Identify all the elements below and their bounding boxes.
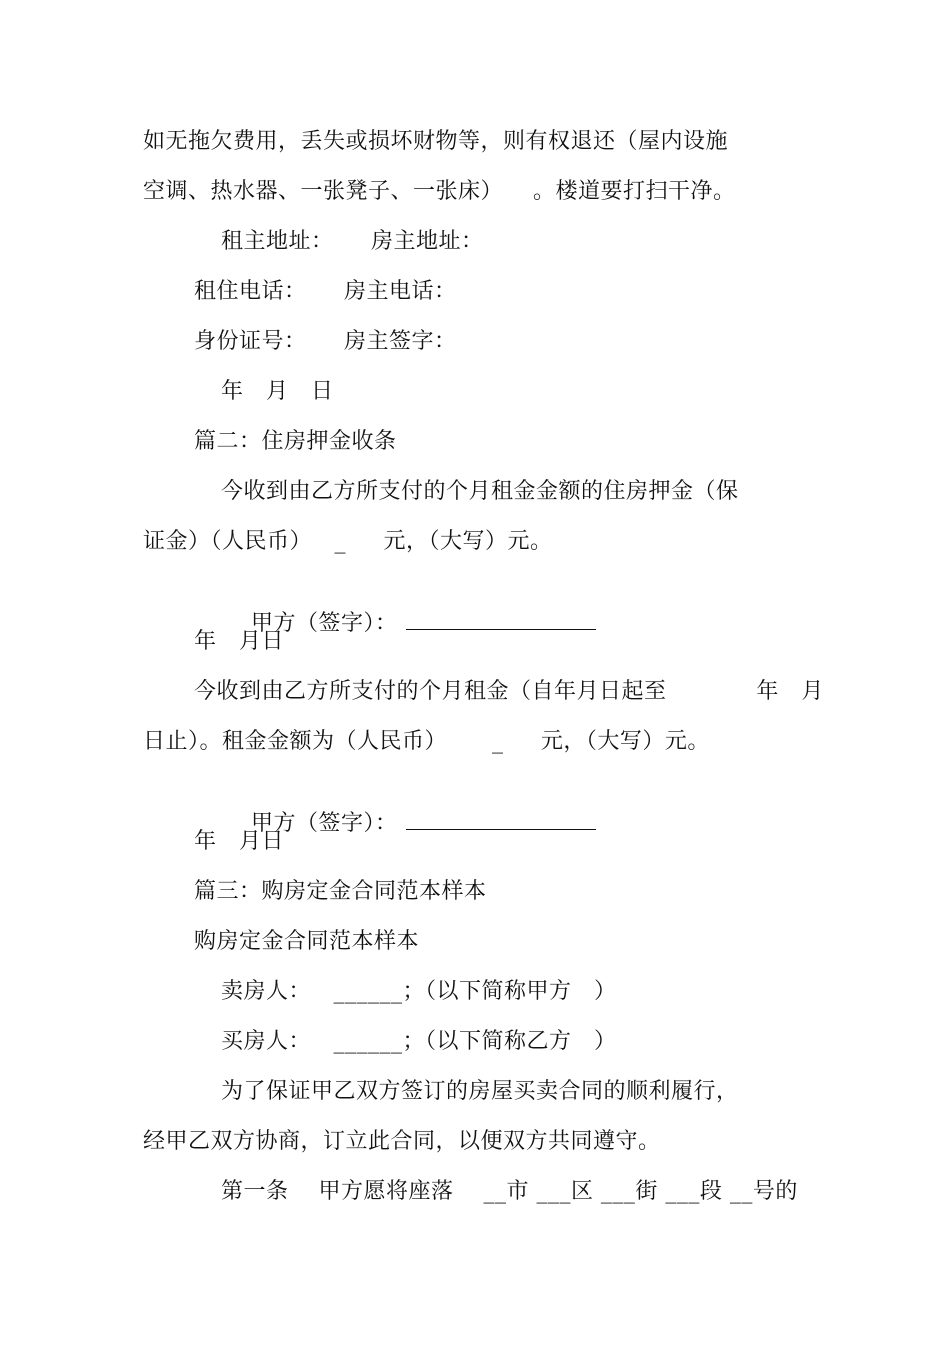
text-line: 日止）。租金金额为（人民币） _ 元，（大写）元。 [143,729,710,754]
text-line: 证金）（人民币） _ 元，（大写）元。 [143,529,553,554]
text-line: 今收到由乙方所支付的个月租金（自年月日起至 年 月 [194,679,824,704]
text-line: 如无拖欠费用，丢失或损坏财物等，则有权退还（屋内设施 [143,129,729,154]
date-line: 年 月日 [194,829,284,854]
text-line: 今收到由乙方所支付的个月租金金额的住房押金（保 [221,479,739,504]
signature-label: 甲方（签字）： [250,811,398,836]
signature-blank [406,607,596,630]
text-line: 购房定金合同范本样本 [194,929,420,954]
text-line: 租住电话： 房主电话： [194,279,457,304]
text-line: 买房人： ______；（以下简称乙方 ） [221,1029,617,1054]
text-line: 租主地址： 房主地址： [221,229,484,254]
text-line: 第一条 甲方愿将座落 __市 ___区 ___街 ___段 __号的 [221,1179,798,1204]
date-line: 年 月日 [194,629,284,654]
signature-blank [406,807,596,830]
section-heading: 篇三：购房定金合同范本样本 [194,879,487,904]
signature-label: 甲方（签字）： [250,611,398,636]
section-heading: 篇二：住房押金收条 [194,429,397,454]
text-line: 空调、热水器、一张凳子、一张床） 。楼道要打扫干净。 [143,179,736,204]
text-line: 经甲乙双方协商，订立此合同，以便双方共同遵守。 [143,1129,661,1154]
date-line: 年 月 日 [221,379,334,404]
text-line: 身份证号： 房主签字： [194,329,457,354]
text-line: 为了保证甲乙双方签订的房屋买卖合同的顺利履行， [221,1079,739,1104]
text-line: 卖房人： ______；（以下简称甲方 ） [221,979,617,1004]
